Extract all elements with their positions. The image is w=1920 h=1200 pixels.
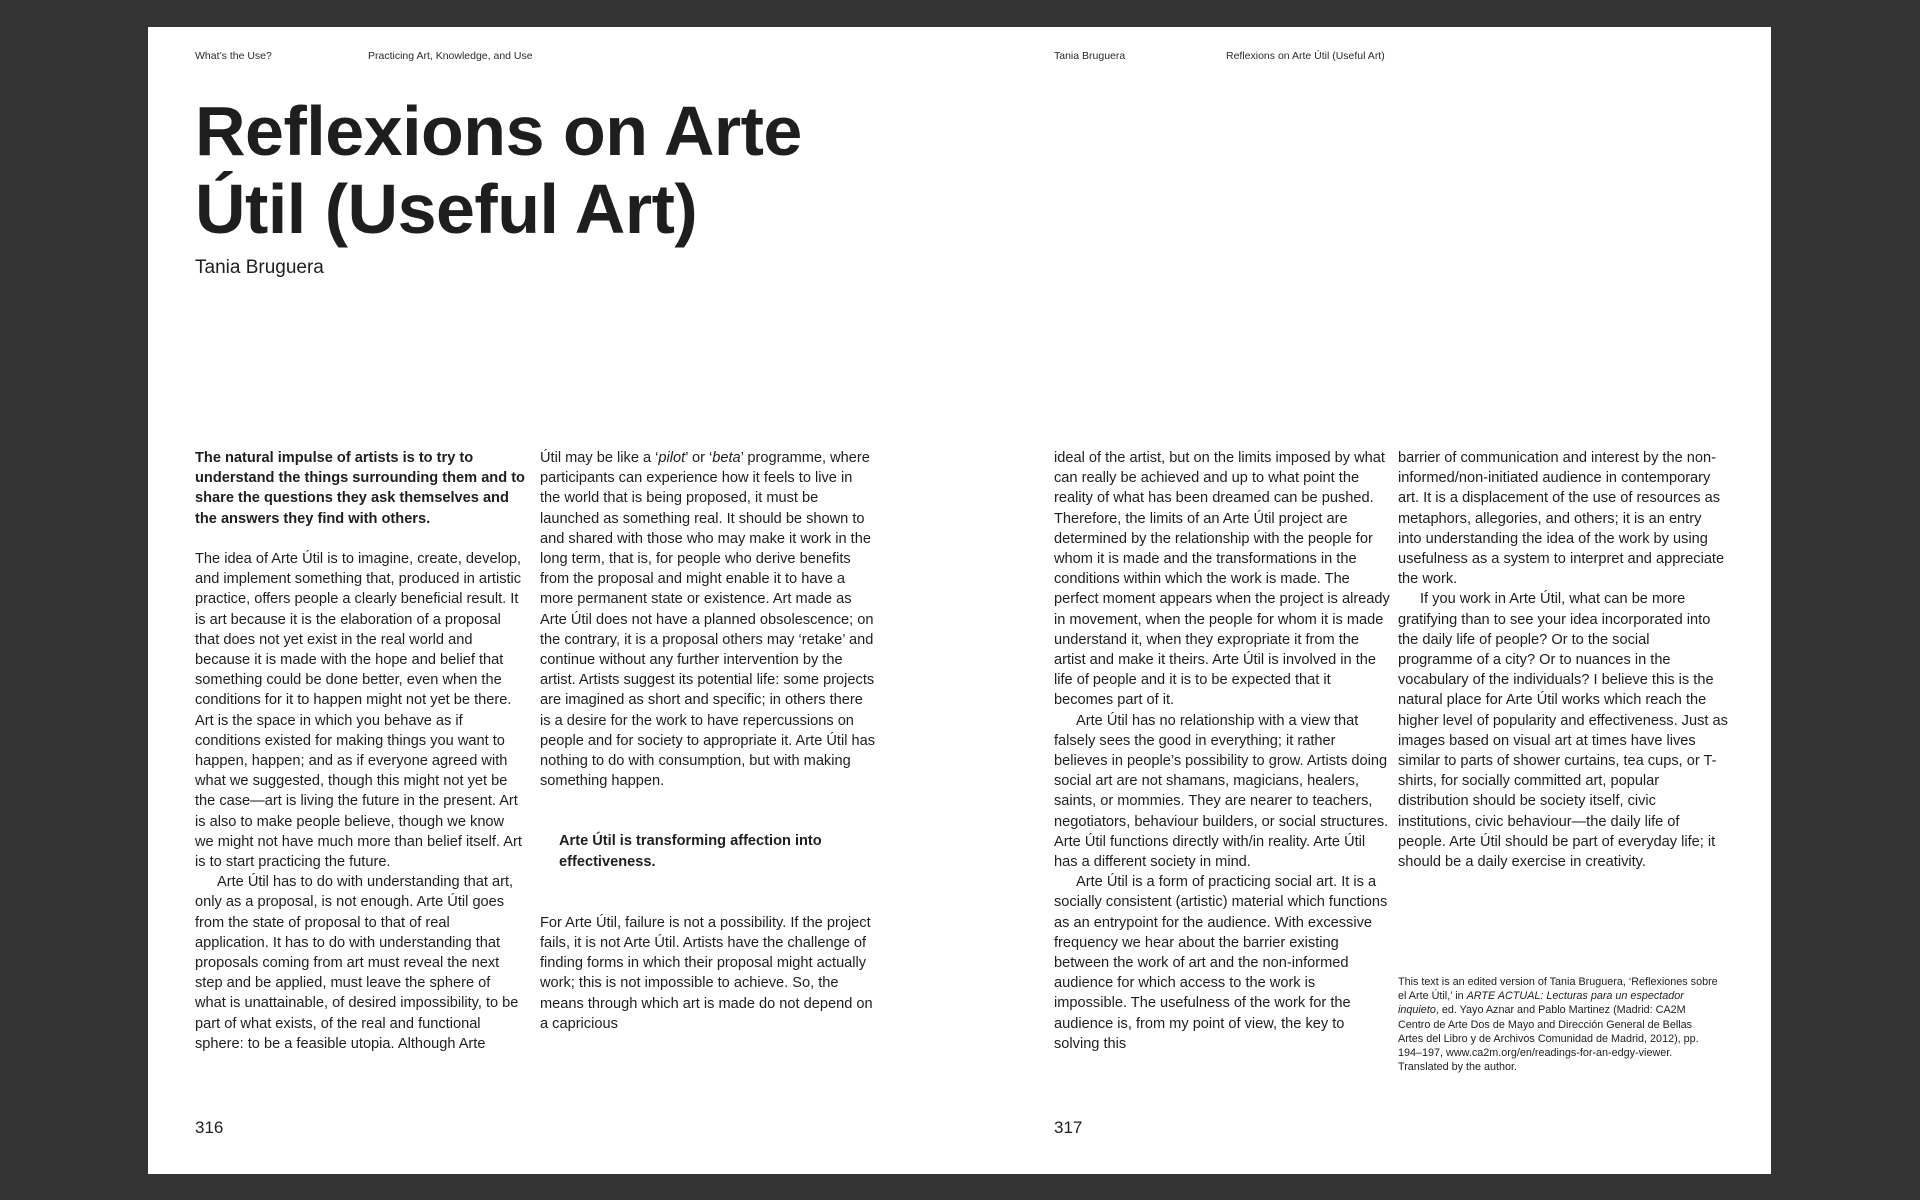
pull-quote: Arte Útil is transforming affection into effectiveness. bbox=[559, 833, 822, 870]
running-head-section: Practicing Art, Knowledge, and Use bbox=[368, 50, 533, 62]
lead-paragraph: The natural impulse of artists is to try to understand the things surrounding them and to share the questions they ask themselves and the answers they find with others. bbox=[195, 450, 525, 527]
body-paragraph: Arte Útil is a form of practicing social art. It is a socially consistent (artistic) material which functions as an entrypoint for the audience. With excessive frequency we hear about the barrier existing between the work of art and the non-informed audience for which access to the work is impossible. The usefulness of the work for the audience is, from my point of view, the key to solving this bbox=[1054, 874, 1388, 1052]
text-column-1 bbox=[195, 448, 525, 1054]
body-paragraph: If you work in Arte Útil, what can be more gratifying than to see your idea incorporated into the daily life of people? Or to the social programme of a city? Or to nuances in the vocabulary of the individuals? I believe this is the natural place for Arte Útil works which reach the higher level of popularity and effectiveness. Just as images based on visual art at times have lives similar to parts of shower curtains, tea cups, or T-shirts, for socially committed art, popular distribution should be society itself, civic institutions, civic behaviour—the daily life of people. Arte Útil should be part of everyday life; it should be a daily exercise in creativity. bbox=[1398, 591, 1728, 871]
page-number-left: 316 bbox=[195, 1118, 224, 1137]
running-head-book-title: What’s the Use? bbox=[195, 50, 272, 62]
body-paragraph: The idea of Arte Útil is to imagine, create, develop, and implement something that, produced in artistic practice, offers people a clearly beneficial result. It is art because it is the elaboration of a proposal that does not yet exist in the real world and because it is made with the hope and belief that something could be done better, even when the conditions for it to happen might not yet be there. Art is the space in which you behave as if conditions existed for making things you want to happen, happen; and as if everyone agreed with what we suggested, though this might not yet be the case—art is living the future in the present. Art is also to make people believe, though we know we might not have much more than belief itself. Art is to start practicing the future. bbox=[195, 551, 522, 871]
body-paragraph: Arte Útil has to do with understanding that art, only as a proposal, is not enough. Arte Útil goes from the state of proposal to that of real application. It has to do with understanding that proposals coming from art must reveal the next step and be applied, must leave the sphere of what is unattainable, of desired impossibility, to be part of what exists, of the real and functional sphere: to be a feasible utopia. Although Arte bbox=[195, 874, 519, 1052]
text-column-3 bbox=[1054, 448, 1390, 1054]
article-title: Reflexions on Arte Útil (Useful Art) bbox=[195, 92, 802, 248]
running-head-article-title: Reflexions on Arte Útil (Useful Art) bbox=[1226, 50, 1385, 62]
body-paragraph: ideal of the artist, but on the limits imposed by what can really be achieved and up to what point the reality of what has been dreamed can be pushed. Therefore, the limits of an Arte Útil project are determined by the relationship with the people for whom it is made and the transformations in the conditions within which the work is made. The perfect moment appears when the project is already in movement, when the people for whom it is made understand it, when they expropriate it from the artist and make it theirs. Arte Útil is involved in the life of people and it is to be expected that it becomes part of it. bbox=[1054, 450, 1390, 709]
article-author: Tania Bruguera bbox=[195, 257, 324, 278]
running-head-author: Tania Bruguera bbox=[1054, 50, 1126, 62]
text-column-2 bbox=[540, 448, 876, 1034]
body-paragraph: Útil may be like a ‘pilot’ or ‘beta’ programme, where participants can experience how it feels to live in the world that is being proposed, it must be launched as something real. It should be shown to and shared with those who may make it work in the long term, that is, for people who derive benefits from the proposal and might enable it to have a more permanent state or existence. Art made as Arte Útil does not have a planned obsolescence; on the contrary, it is a proposal others may ‘retake’ and continue without any further intervention by the artist. Artists suggest its potential life: some projects are imagined as short and specific; in others there is a desire for the work to have repercussions on people and for society to appropriate it. Arte Útil has nothing to do with consumption, but with making something happen. bbox=[540, 450, 876, 790]
footnote: This text is an edited version of Tania Bruguera, ‘Reflexiones sobre el Arte Útil,’ in ARTE ACTUAL: Lecturas para un espectador inquieto, ed. Yayo Aznar and Pablo Martinez (Madrid: CA2M Centro de Arte Dos de Mayo and Dirección General de Bellas Artes del Libro y de Archivos Comunidad de Madrid, 2012), pp. 194–197, www.ca2m.org/en/readings-for-an-edgy-viewer. Translated by the author. bbox=[1398, 976, 1718, 1074]
book-spread bbox=[148, 27, 1771, 1174]
text-column-4 bbox=[1398, 448, 1728, 872]
body-paragraph: Arte Útil has no relationship with a view that falsely sees the good in everything; it rather believes in people’s possibility to grow. Artists doing social art are not shamans, magicians, healers, saints, or mommies. They are nearer to teachers, negotiators, behaviour builders, or social structures. Arte Útil functions directly with/in reality. Arte Útil has a different society in mind. bbox=[1054, 712, 1389, 871]
body-paragraph: barrier of communication and interest by the non-informed/non-initiated audience in contemporary art. It is a displacement of the use of resources as metaphors, allegories, and others; it is an entry into understanding the idea of the work by using usefulness as a system to interpret and appreciate the work. bbox=[1398, 450, 1725, 588]
page-number-right: 317 bbox=[1054, 1118, 1083, 1137]
body-paragraph: For Arte Útil, failure is not a possibility. If the project fails, it is not Arte Útil. Artists have the challenge of finding forms in which their proposal might actually work; this is not impossible to achieve. So, the means through which art is made do not depend on a capricious bbox=[540, 914, 873, 1032]
